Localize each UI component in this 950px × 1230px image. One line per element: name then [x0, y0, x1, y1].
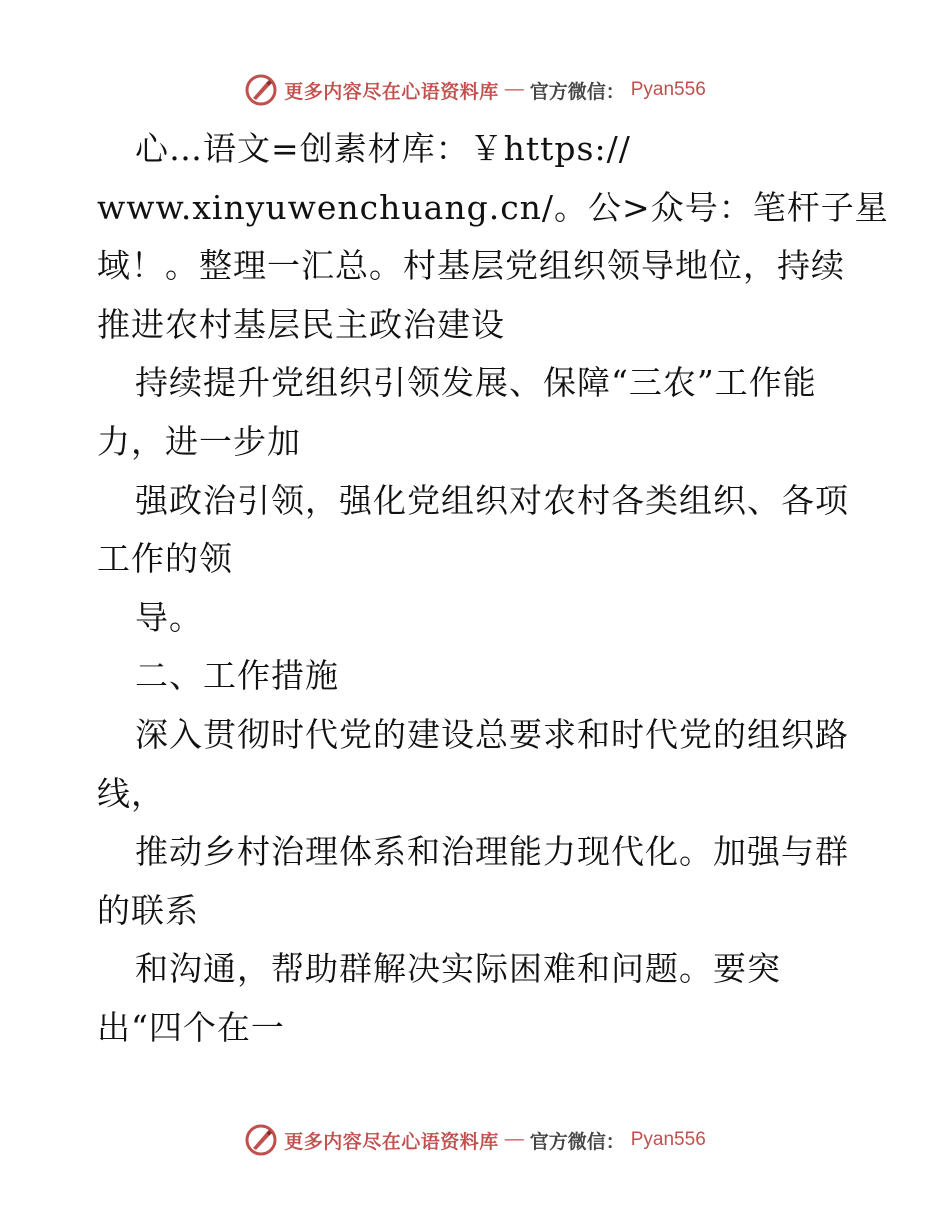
body-line: 推进农村基层民主政治建设 — [97, 304, 505, 344]
watermark-dash: — — [504, 1129, 524, 1150]
watermark-official-label: 官方微信： — [529, 80, 625, 103]
watermark-official-label: 官方微信： — [529, 1130, 625, 1153]
watermark-text: 更多内容尽在心语资料库 — [284, 1130, 499, 1153]
body-line: 出“四个在一 — [97, 1007, 285, 1047]
watermark-wechat-id: Pyan556 — [630, 79, 706, 100]
pen-logo-icon — [244, 1123, 278, 1157]
body-line: 强政治引领，强化党组织对农村各类组织、各项 — [135, 480, 849, 520]
body-line: 深入贯彻时代党的建设总要求和时代党的组织路 — [135, 714, 849, 754]
document-body — [97, 120, 889, 1058]
pen-logo-icon — [244, 73, 278, 107]
body-line: 域！。整理一汇总。村基层党组织领导地位，持续 — [97, 246, 845, 286]
body-line: www.xinyuwenchuang.cn/。公>众号：笔杆子星 — [97, 187, 889, 227]
body-line: 的联系 — [97, 890, 199, 930]
section-heading: 二、工作措施 — [135, 656, 339, 696]
body-line: 和沟通，帮助群解决实际困难和问题。要突 — [135, 949, 781, 989]
body-line: 持续提升党组织引领发展、保障“三农”工作能 — [135, 363, 817, 403]
body-line: 推动乡村治理体系和治理能力现代化。加强与群 — [135, 832, 849, 872]
body-line: 线， — [97, 773, 165, 813]
footer-watermark — [0, 1120, 950, 1160]
body-line: 工作的领 — [97, 539, 233, 579]
body-line: 心…语文=创素材库：￥https:// — [135, 129, 631, 168]
watermark-wechat-id: Pyan556 — [630, 1129, 706, 1150]
watermark-text: 更多内容尽在心语资料库 — [284, 80, 499, 103]
watermark-dash: — — [504, 79, 524, 100]
body-line: 导。 — [135, 597, 203, 637]
body-line: 力，进一步加 — [97, 421, 301, 461]
header-watermark — [0, 70, 950, 110]
